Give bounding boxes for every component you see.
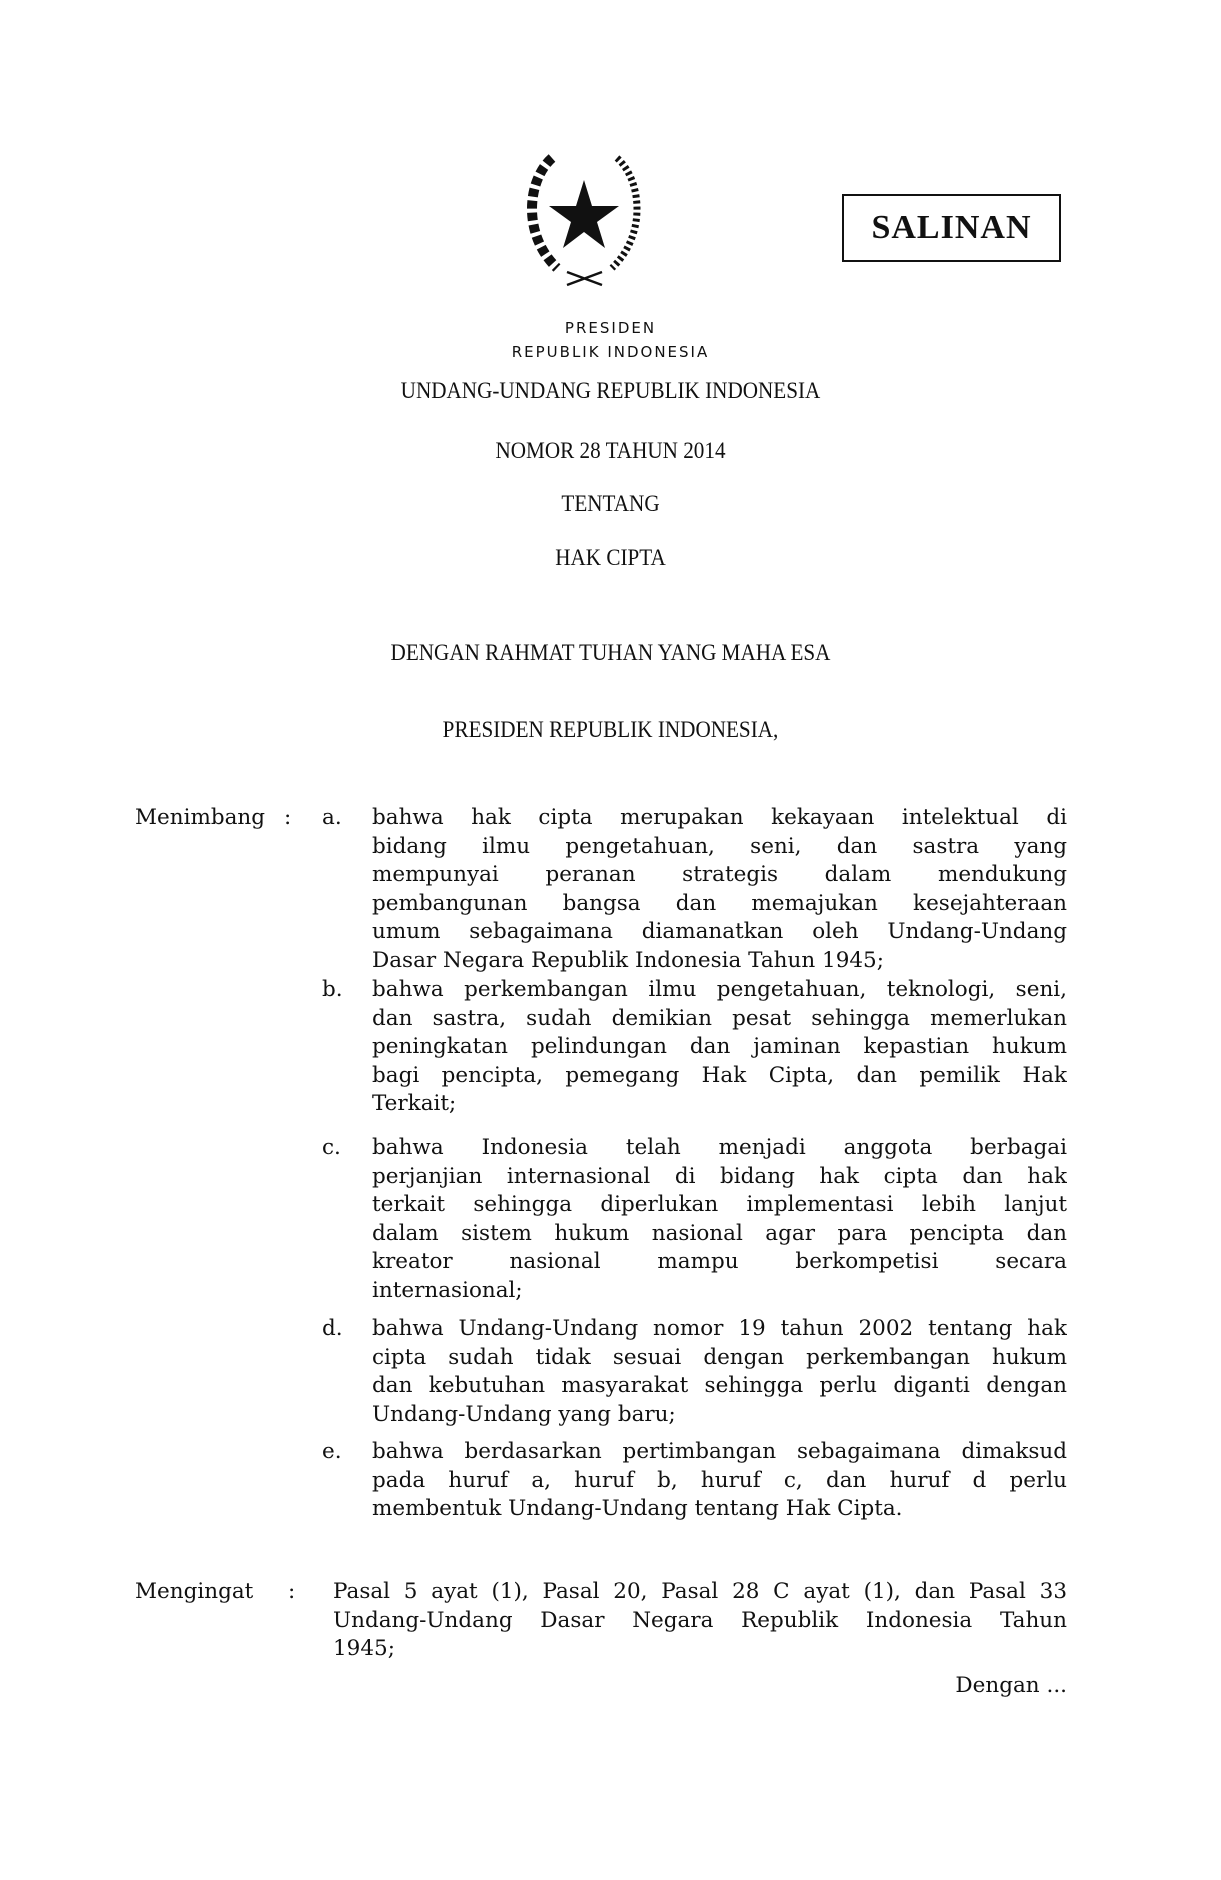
text-line: umum sebagaimana diamanatkan oleh Undang-Undang [372, 919, 1067, 945]
item-label: d. [322, 1316, 343, 1341]
text-line: Dasar Negara Republik Indonesia Tahun 1945; [372, 947, 884, 973]
text-line: Pasal 5 ayat (1), Pasal 20, Pasal 28 C ayat (1), dan Pasal 33 [333, 1579, 1067, 1604]
law-number: NOMOR 28 TAHUN 2014 [495, 438, 726, 463]
text-line: pada huruf a, huruf b, huruf c, dan huruf d perlu [372, 1467, 1067, 1493]
text-line: internasional; [372, 1277, 523, 1303]
president-heading: PRESIDEN REPUBLIK INDONESIA, [442, 717, 779, 742]
text-line: peningkatan pelindungan dan jaminan kepastian hukum [372, 1034, 1067, 1060]
item-text [372, 1134, 1067, 1306]
salinan-stamp: SALINAN [842, 194, 1061, 262]
text-line: Terkait; [372, 1091, 457, 1117]
emblem-label-republik: REPUBLIK INDONESIA [511, 343, 710, 361]
text-line: dan kebutuhan masyarakat sehingga perlu diganti dengan [372, 1373, 1067, 1399]
menimbang-label: Menimbang [135, 805, 266, 830]
text-line: pembangunan bangsa dan memajukan kesejahteraan [372, 890, 1067, 916]
text-line: perjanjian internasional di bidang hak cipta dan hak [372, 1163, 1067, 1189]
text-line: bidang ilmu pengetahuan, seni, dan sastra yang [372, 833, 1067, 859]
text-line: bahwa Indonesia telah menjadi anggota berbagai [372, 1135, 1067, 1160]
item-label: a. [322, 805, 342, 830]
text-line: cipta sudah tidak sesuai dengan perkembangan hukum [372, 1344, 1067, 1370]
text-line: mempunyai peranan strategis dalam mendukung [372, 862, 1067, 888]
item-text [372, 976, 1067, 1119]
text-line: bahwa perkembangan ilmu pengetahuan, teknologi, seni, [372, 977, 1067, 1002]
text-line: bahwa hak cipta merupakan kekayaan intelektual di [372, 805, 1067, 830]
text-line: 1945; [333, 1636, 395, 1662]
text-line: terkait sehingga diperlukan implementasi lebih lanjut [372, 1192, 1067, 1218]
item-label: b. [322, 977, 343, 1002]
law-subject: HAK CIPTA [555, 545, 666, 570]
mengingat-label: Mengingat [135, 1579, 254, 1604]
law-title: UNDANG-UNDANG REPUBLIK INDONESIA [400, 378, 821, 403]
item-text [372, 804, 1067, 976]
text-line: dalam sistem hukum nasional agar para pencipta dan [372, 1220, 1067, 1246]
page-continuation: Dengan ... [955, 1673, 1067, 1698]
mengingat-colon: : [288, 1579, 296, 1604]
item-text [372, 1438, 1067, 1524]
item-label: c. [322, 1135, 341, 1160]
text-line: Undang-Undang yang baru; [372, 1401, 676, 1427]
mengingat-text [333, 1578, 1067, 1664]
text-line: bagi pencipta, pemegang Hak Cipta, dan pemilik Hak [372, 1062, 1067, 1088]
text-line: Undang-Undang Dasar Negara Republik Indonesia Tahun [333, 1607, 1067, 1633]
invocation: DENGAN RAHMAT TUHAN YANG MAHA ESA [390, 640, 831, 665]
text-line: kreator nasional mampu berkompetisi secara [372, 1249, 1067, 1275]
menimbang-colon: : [284, 805, 292, 830]
emblem-label-presiden: PRESIDEN [564, 319, 657, 337]
text-line: bahwa berdasarkan pertimbangan sebagaimana dimaksud [372, 1439, 1067, 1464]
item-label: e. [322, 1439, 342, 1464]
law-about: TENTANG [561, 491, 660, 516]
text-line: dan sastra, sudah demikian pesat sehingga memerlukan [372, 1005, 1067, 1031]
presidential-emblem [512, 140, 657, 290]
text-line: membentuk Undang-Undang tentang Hak Cipta. [372, 1496, 903, 1522]
item-text [372, 1315, 1067, 1429]
star-wreath-icon [512, 140, 657, 290]
text-line: bahwa Undang-Undang nomor 19 tahun 2002 tentang hak [372, 1316, 1067, 1341]
